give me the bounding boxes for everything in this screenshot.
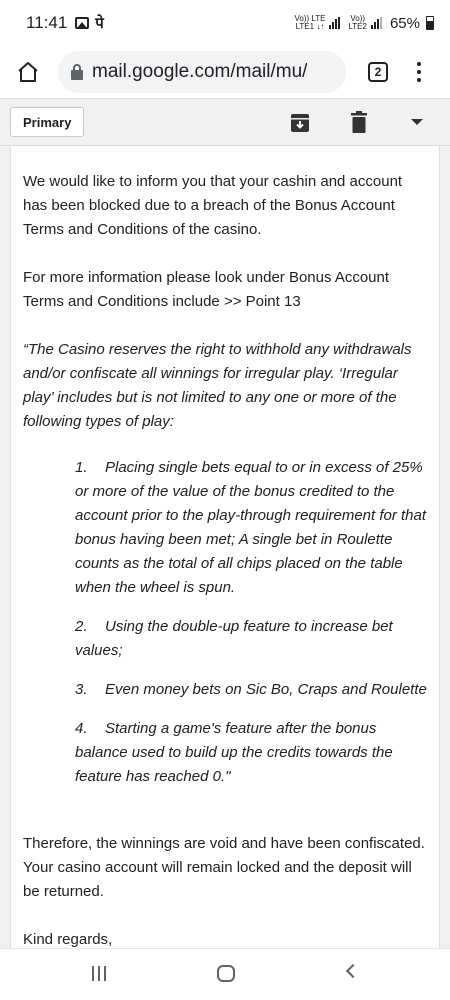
recents-button-icon[interactable] [92, 966, 106, 981]
list-item-text: Placing single bets equal to or in excess of 25% or more of the value of the bonus credited to the account prior to the play-through requirement for that bonus having been met; A single bet in Roulette counts as the total of all chips placed on the table when the wheel is spun. [75, 459, 427, 596]
notification-icons [75, 13, 104, 33]
lock-icon [70, 64, 84, 80]
address-bar[interactable] [58, 51, 346, 93]
list-item-number: 3. [75, 681, 88, 698]
status-bar [0, 0, 450, 46]
url-text: mail.google.com/mail/mu/ [92, 61, 308, 82]
sim2-label-top: Vo)) [350, 14, 366, 23]
browser-toolbar [0, 46, 450, 98]
list-item [75, 615, 427, 663]
list-item [75, 456, 427, 600]
menu-dot-icon [417, 62, 421, 66]
list-item-text: Even money bets on Sic Bo, Craps and Roulette [105, 681, 427, 698]
status-time: 11:41 [26, 13, 68, 32]
battery-icon [426, 16, 434, 30]
sim2-label-bottom: LTE2 [348, 22, 367, 31]
browser-menu-button[interactable] [414, 62, 424, 82]
battery-percent: 65% [389, 14, 420, 32]
system-navigation-bar [0, 948, 450, 1000]
list-item [75, 678, 427, 702]
menu-dot-icon [417, 70, 421, 74]
list-item-number: 1. [75, 459, 88, 476]
email-body [10, 146, 440, 948]
status-right-icons [294, 15, 434, 32]
message-area [0, 146, 450, 948]
sim2-signal-icon [371, 17, 382, 29]
home-icon [16, 60, 40, 84]
email-quote-intro: “The Casino reserves the right to withhold any withdrawals and/or confiscate all winnings for irregular play. ‘Irregular play’ includes but is not limited to any one or more of the following types of play: [23, 341, 412, 430]
archive-icon[interactable] [290, 113, 310, 133]
home-button[interactable] [14, 58, 42, 86]
list-item-number: 4. [75, 720, 88, 737]
folder-label-primary[interactable]: Primary [10, 107, 84, 137]
list-item-text: Using the double-up feature to increase bet values; [75, 618, 393, 659]
payment-app-notification-icon: पे [95, 15, 104, 32]
mail-toolbar [0, 98, 450, 146]
image-notification-icon [75, 17, 89, 29]
list-item-text: Starting a game's feature after the bonus balance used to build up the credits towards the feature has reached 0." [75, 720, 393, 785]
sim1-label-bottom: LTE1 ↓↑ [295, 22, 325, 31]
list-item-number: 2. [75, 618, 88, 635]
email-signoff: Kind regards, [23, 931, 113, 948]
email-paragraph: We would like to inform you that your cashin and account has been blocked due to a breach of the Bonus Account Terms and Conditions of the casino. [23, 173, 403, 238]
email-paragraph: Therefore, the winnings are void and have been confiscated. Your casino account will remain locked and the deposit will be returned. [23, 835, 425, 900]
list-item [75, 717, 427, 789]
home-nav-button-icon[interactable] [217, 965, 235, 982]
back-button-icon[interactable] [346, 964, 360, 978]
more-actions-caret-icon[interactable] [411, 119, 423, 125]
sim1-label-top: Vo)) LTE [294, 14, 326, 23]
sim1-signal-icon [329, 17, 340, 29]
delete-icon[interactable] [349, 111, 369, 133]
menu-dot-icon [417, 78, 421, 82]
sim1-network-label [294, 15, 325, 31]
sim2-network-label [348, 15, 367, 31]
email-paragraph: For more information please look under Bonus Account Terms and Conditions include >> Point 13 [23, 269, 390, 310]
tab-switcher-button[interactable]: 2 [368, 62, 388, 82]
